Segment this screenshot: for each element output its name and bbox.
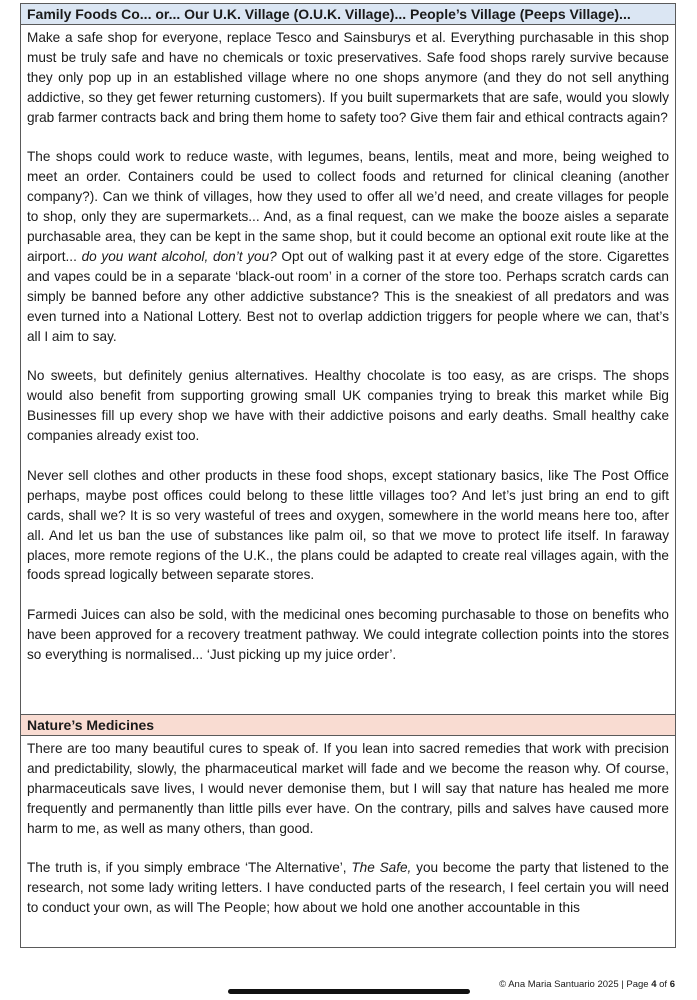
footer-separator: | bbox=[621, 979, 624, 990]
paragraph bbox=[27, 739, 669, 839]
paragraph-text: The truth is, if you simply embrace ‘The Alternative’, bbox=[27, 860, 352, 876]
page-of-label: of bbox=[659, 979, 668, 990]
page-label: Page bbox=[626, 979, 649, 990]
paragraph-text: Farmedi Juices can also be sold, with the medicinal ones becoming purchasable to those on benefits who have been approved for a recovery treatment pathway. We could integrate collection points into the stores so everything is normalised... ‘Just picking up my juice order’. bbox=[27, 607, 669, 663]
paragraph bbox=[27, 28, 669, 128]
paragraph-text: Make a safe shop for everyone, replace Tesco and Sainsburys et al. Everything purchasable in this shop must be truly safe and have no chemicals or toxic preservatives. Safe food shops rarely survive because they only pop up in an established village where no one shops anymore (and they do not sell anything addictive, so they get fewer returning customers). If you built supermarkets that are safe, would you slowly grab farmer contracts back and bring them home to safety too? Give them fair and ethical contracts again? bbox=[27, 30, 669, 125]
paragraph-text: Opt out of walking past it at every edge of the store. Cigarettes and vapes could be in a separate ‘black-out room’ in a corner of the store too. Perhaps scratch cards can simply be banned before any other addictive substance? This is the sneakiest of all predators and was even turned into a National Lottery. Best not to overlap addiction triggers for people where we can, that’s all I aim to say. bbox=[27, 248, 669, 344]
paragraph bbox=[27, 147, 669, 346]
section-title: Nature’s Medicines bbox=[21, 715, 675, 736]
section-title: Family Foods Co... or... Our U.K. Village (O.U.K. Village)... People’s Village (Peeps Village)... bbox=[21, 4, 675, 25]
paragraph-text: No sweets, but definitely genius alternatives. Healthy chocolate is too easy, as are crisps. The shops would also benefit from supporting growing small UK companies trying to break this market while Big Businesses fill up every shop we have with their addictive poisons and early deaths. Small healthy cake companies already exist too. bbox=[27, 368, 669, 444]
page-total: 6 bbox=[669, 979, 675, 990]
home-indicator-bar[interactable] bbox=[228, 989, 470, 994]
paragraph bbox=[27, 858, 669, 918]
section-family-foods bbox=[20, 3, 676, 714]
document-page bbox=[20, 3, 676, 948]
paragraph bbox=[27, 466, 669, 585]
page-current: 4 bbox=[651, 979, 657, 990]
paragraph-text: you become the party that listened to the research, not some lady writing letters. I have conducted parts of the research, I feel certain you will need to conduct your own, as will The People; how about we hold one another accountable in this bbox=[27, 860, 669, 916]
paragraph-italic-text: The Safe, bbox=[351, 860, 412, 876]
paragraph-text: The shops could work to reduce waste, with legumes, beans, lentils, meat and more, being weighed to meet an order. Containers could be used to collect foods and returned for clinical cleaning (another company?). Can we think of villages, how they used to offer all we’d need, and create villages for people to shop, only they are supermarkets... And, as a final request, can we make the booze aisles a separate purchasable area, they can be kept in the same shop, but it could become an optional exit route like at the airport... bbox=[27, 149, 669, 264]
paragraph bbox=[27, 605, 669, 665]
section-body bbox=[21, 736, 675, 947]
copyright-text: © Ana Maria Santuario 2025 bbox=[499, 979, 619, 990]
paragraph-text: There are too many beautiful cures to speak of. If you lean into sacred remedies that work with precision and predictability, slowly, the pharmaceutical market will fade and we become the reason why. Of course, pharmaceuticals save lives, I would never demonise them, but I will say that nature has healed me more frequently and permanently than little pills ever have. On the contrary, pills and salves have caused more harm to me, as well as many others, than good. bbox=[27, 741, 669, 836]
section-body bbox=[21, 25, 675, 714]
section-natures-medicines bbox=[20, 714, 676, 948]
page-footer bbox=[499, 979, 675, 990]
paragraph bbox=[27, 366, 669, 446]
paragraph-italic-text: do you want alcohol, don’t you? bbox=[81, 248, 277, 264]
paragraph-text: Never sell clothes and other products in these food shops, except stationary basics, like The Post Office perhaps, maybe post offices could belong to these little villages too? And let’s just bring an end to gift cards, shall we? It is so very wasteful of trees and oxygen, somewhere in the world means here too, after all. And let us ban the use of substances like palm oil, so that we move to protect life itself. In faraway places, more remote regions of the U.K., the plans could be adapted to create real villages again, with the foods spread logically between separate stores. bbox=[27, 467, 669, 583]
